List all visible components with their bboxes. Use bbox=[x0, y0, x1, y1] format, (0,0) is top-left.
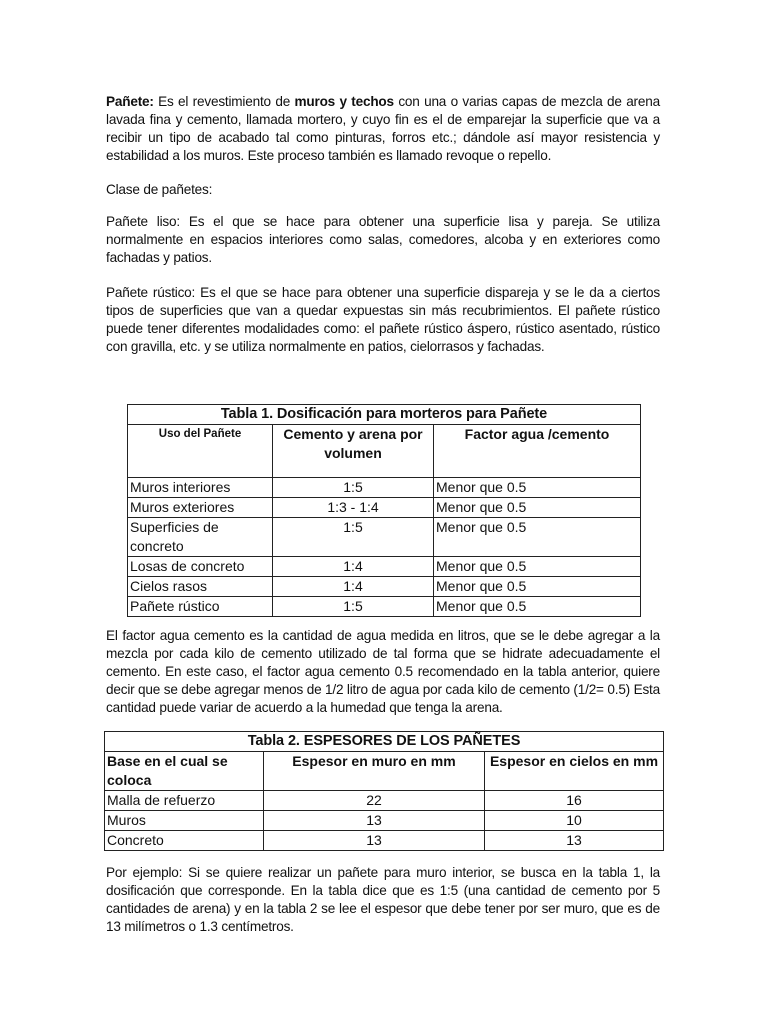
table1-cell-uso: Losas de concreto bbox=[128, 557, 273, 577]
table2-cell-base: Concreto bbox=[105, 831, 264, 851]
table1-cell-uso: Pañete rústico bbox=[128, 597, 273, 617]
paragraph-classes: Clase de pañetes: bbox=[106, 182, 213, 197]
table2-cell-cielos: 10 bbox=[485, 811, 664, 831]
table1-cell-uso: Muros exteriores bbox=[128, 498, 273, 518]
table1-cell-dosificacion: 1:5 bbox=[273, 597, 434, 617]
table1-cell-uso: Muros interiores bbox=[128, 478, 273, 498]
table1-caption: Tabla 1. Dosificación para morteros para Pañete bbox=[128, 405, 641, 425]
table-row bbox=[105, 811, 664, 831]
table1-cell-dosificacion: 1:3 - 1:4 bbox=[273, 498, 434, 518]
table1-cell-factor: Menor que 0.5 bbox=[434, 597, 641, 617]
table2-caption: Tabla 2. ESPESORES DE LOS PAÑETES bbox=[105, 732, 664, 752]
table2-cell-base: Malla de refuerzo bbox=[105, 791, 264, 811]
term-panete: Pañete: bbox=[106, 94, 154, 109]
table1-cell-uso: Superficies de concreto bbox=[128, 518, 273, 557]
table-row bbox=[128, 518, 641, 557]
paragraph-ejemplo: Por ejemplo: Si se quiere realizar un pañete para muro interior, se busca en la tabla 1, la dosificación que corresponde. En la tabla dice que es 1:5 (una cantidad de cemento por 5 cantidades de arena) y en la tabla 2 se lee el espesor que debe tener por ser muro, que es de 13 milímetros o 1.3 centímetros. bbox=[106, 865, 660, 934]
table2-cell-muro: 13 bbox=[264, 811, 485, 831]
paragraph-definition bbox=[106, 93, 660, 165]
table1-cell-factor: Menor que 0.5 bbox=[434, 577, 641, 597]
table1-cell-dosificacion: 1:4 bbox=[273, 577, 434, 597]
definition-text-a: Es el revestimiento de bbox=[153, 94, 295, 109]
table-dosificacion bbox=[127, 404, 641, 617]
table1-cell-factor: Menor que 0.5 bbox=[434, 498, 641, 518]
table2-cell-muro: 13 bbox=[264, 831, 485, 851]
table-row bbox=[128, 557, 641, 577]
table-row bbox=[128, 597, 641, 617]
table-row bbox=[128, 498, 641, 518]
table2-cell-cielos: 13 bbox=[485, 831, 664, 851]
table2-cell-base: Muros bbox=[105, 811, 264, 831]
table1-cell-uso: Cielos rasos bbox=[128, 577, 273, 597]
paragraph-factor-agua: El factor agua cemento es la cantidad de agua medida en litros, que se le debe agregar a la mezcla por cada kilo de cemento utilizado de tal forma que se hidrate adecuadamente el cemento. En este caso, el factor agua cemento 0.5 recomendado en la tabla anterior, quiere decir que se debe agregar menos de 1/2 litro de agua por cada kilo de cemento (1/2= 0.5) Esta cantidad puede variar de acuerdo a la humedad que tenga la arena. bbox=[106, 628, 660, 715]
table-row bbox=[105, 791, 664, 811]
table-row bbox=[105, 831, 664, 851]
table-espesores bbox=[104, 731, 664, 851]
table-row bbox=[128, 478, 641, 498]
table1-cell-dosificacion: 1:5 bbox=[273, 518, 434, 557]
table1-cell-factor: Menor que 0.5 bbox=[434, 557, 641, 577]
table1-header-factor: Factor agua /cemento bbox=[434, 425, 641, 478]
table2-cell-muro: 22 bbox=[264, 791, 485, 811]
table1-cell-factor: Menor que 0.5 bbox=[434, 478, 641, 498]
table1-cell-dosificacion: 1:5 bbox=[273, 478, 434, 498]
definition-text-c: con una o varias capas de mezcla de arena lavada fina y cemento, llamada mortero, y cuyo fin es el de emparejar la superficie que va a recibir un tipo de acabado tal como pinturas, forros etc.; dándole así mayor resistencia y estabilidad a los muros. Este proceso también es llamado revoque o repello. bbox=[106, 94, 660, 163]
table1-header-cemento-arena: Cemento y arena por volumen bbox=[273, 425, 434, 478]
table-row bbox=[128, 577, 641, 597]
definition-bold-b: muros y techos bbox=[294, 94, 394, 109]
table1-header-uso: Uso del Pañete bbox=[128, 425, 273, 478]
table1-cell-dosificacion: 1:4 bbox=[273, 557, 434, 577]
table1-cell-factor: Menor que 0.5 bbox=[434, 518, 641, 557]
table2-header-base: Base en el cual se coloca bbox=[105, 752, 264, 791]
table2-header-muro: Espesor en muro en mm bbox=[264, 752, 485, 791]
table2-header-cielos: Espesor en cielos en mm bbox=[485, 752, 664, 791]
table2-cell-cielos: 16 bbox=[485, 791, 664, 811]
paragraph-panete-rustico: Pañete rústico: Es el que se hace para obtener una superficie dispareja y se le da a ciertos tipos de superficies que van a quedar expuestas sin más recubrimientos. El pañete rústico puede tener diferentes modalidades como: el pañete rústico áspero, rústico asentado, rústico con gravilla, etc. y se utiliza normalmente en patios, cielorrasos y fachadas. bbox=[106, 285, 660, 354]
paragraph-panete-liso: Pañete liso: Es el que se hace para obtener una superficie lisa y pareja. Se utiliza normalmente en espacios interiores como salas, comedores, alcoba y en exteriores como fachadas y patios. bbox=[106, 214, 660, 265]
